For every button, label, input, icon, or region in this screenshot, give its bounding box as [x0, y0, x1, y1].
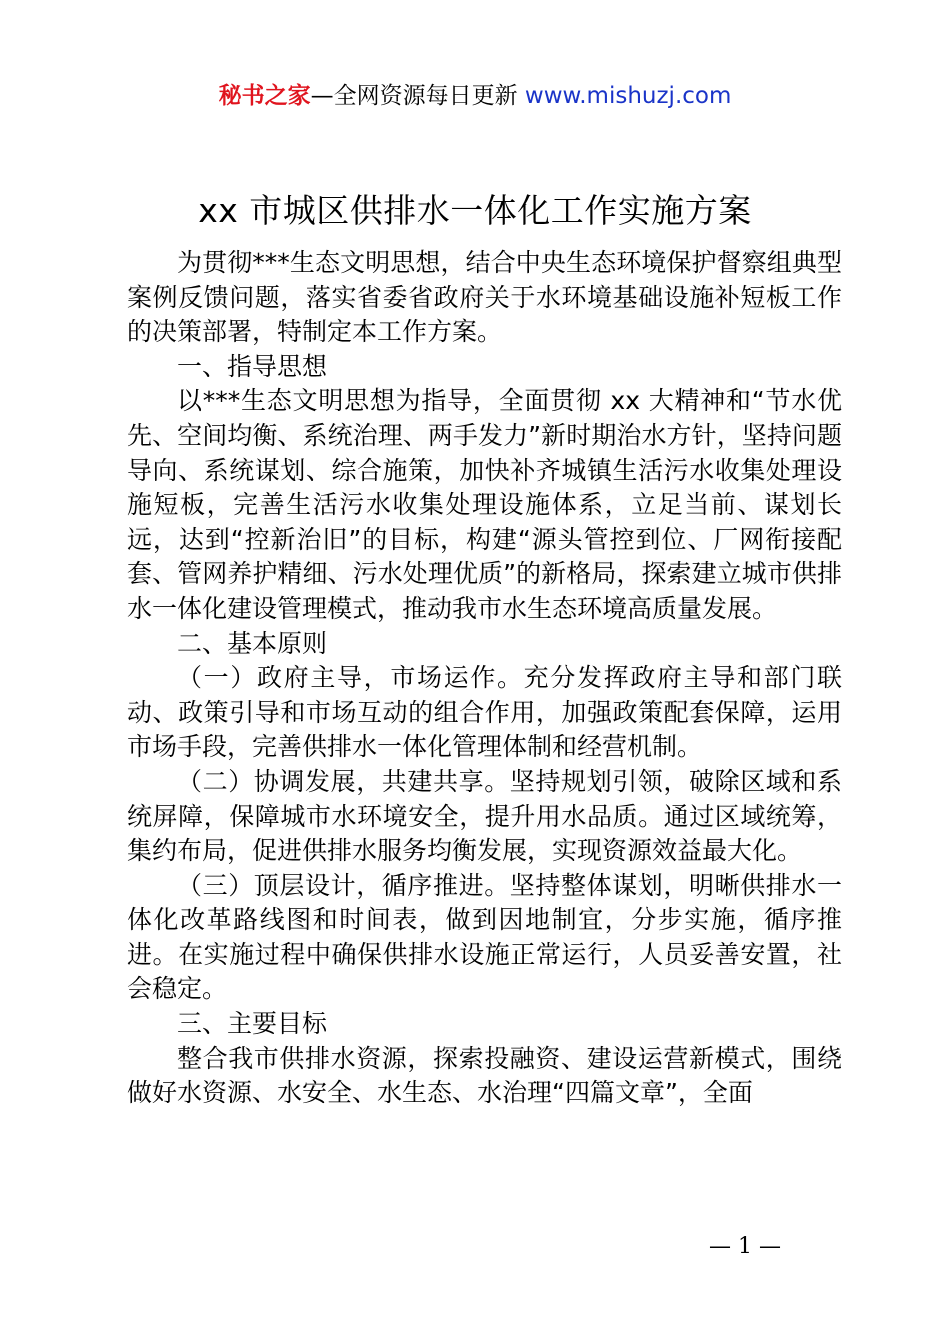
section-heading-basic-principles: 二、基本原则 — [177, 628, 328, 658]
section-heading-main-goals: 三、主要目标 — [177, 1009, 328, 1039]
principle-1-paragraph: （一）政府主导，市场运作。充分发挥政府主导和部门联动、政策引导和市场互动的组合作用，加强政策配套保障，运用市场手段，完善供排水一体化管理体制和经营机制。 — [127, 663, 842, 762]
main-goals-paragraph: 整合我市供排水资源，探索投融资、建设运营新模式，围绕做好水资源、水安全、水生态、水治理“四篇文章”，全面 — [127, 1043, 842, 1108]
site-banner — [0, 80, 950, 112]
banner-tagline: —全网资源每日更新 — [310, 83, 525, 109]
guiding-ideology-paragraph: 以***生态文明思想为指导，全面贯彻 xx 大精神和“节水优先、空间均衡、系统治理、两手发力”新时期治水方针，坚持问题导向、系统谋划、综合施策，加快补齐城镇生活污水收集处理设施短板，完善生活污水收集处理设施体系，立足当前、谋划长远，达到“控新治旧”的目标，构建“源头管控到位、厂网衔接配套、管网养护精细、污水处理优质”的新格局，探索建立城市供排水一体化建设管理模式，推动我市水生态环境高质量发展。 — [127, 386, 842, 623]
document-title: xx 市城区供排水一体化工作实施方案 — [198, 191, 752, 230]
site-url-link[interactable]: www.mishuzj.com — [524, 83, 732, 109]
page-number: — 1 — — [709, 1234, 781, 1259]
section-heading-guiding-ideology: 一、指导思想 — [177, 351, 328, 381]
document-body — [127, 246, 842, 1111]
principle-3-paragraph: （三）顶层设计，循序推进。坚持整体谋划，明晰供排水一体化改革路线图和时间表，做到因地制宜，分步实施，循序推进。在实施过程中确保供排水设施正常运行，人员妥善安置，社会稳定。 — [127, 870, 842, 1004]
intro-paragraph: 为贯彻***生态文明思想，结合中央生态环境保护督察组典型案例反馈问题，落实省委省政府关于水环境基础设施补短板工作的决策部署，特制定本工作方案。 — [127, 248, 842, 347]
brand-name: 秘书之家 — [218, 83, 311, 109]
principle-2-paragraph: （二）协调发展，共建共享。坚持规划引领，破除区域和系统屏障，保障城市水环境安全，提升用水品质。通过区域统筹，集约布局，促进供排水服务均衡发展，实现资源效益最大化。 — [127, 766, 842, 866]
